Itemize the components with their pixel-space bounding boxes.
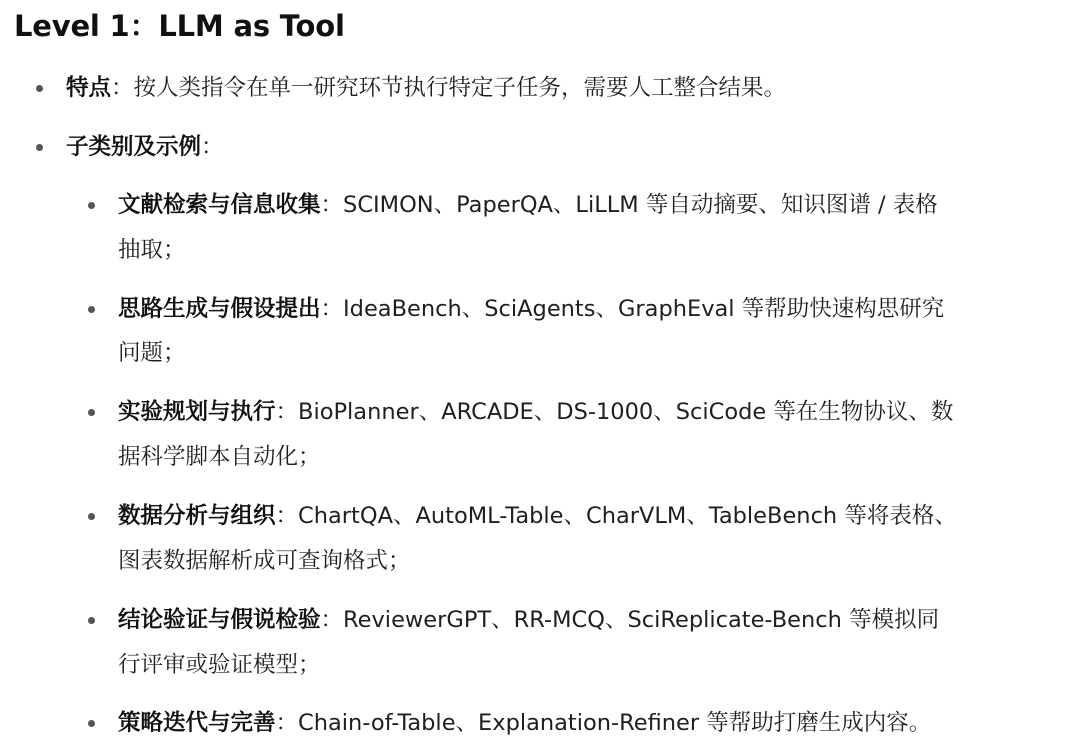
feature-separator: ： — [111, 75, 134, 101]
subcategory-text-line1: ReviewerGPT、RR-MCQ、SciReplicate-Bench 等模拟同 — [343, 607, 940, 633]
subcategory-label: 思路生成与假设提出 — [118, 296, 321, 322]
subcategory-separator: ： — [275, 399, 299, 425]
subcategory-separator: ： — [275, 503, 299, 529]
subcategory-label: 文献检索与信息收集 — [118, 192, 321, 218]
feature-item — [66, 72, 786, 104]
subcategory-text-line1: Chain-of-Table、Explanation-Refiner 等帮助打磨生成内容。 — [298, 710, 932, 736]
bullet-icon — [88, 306, 95, 313]
subcategory-label: 策略迭代与完善 — [118, 710, 276, 736]
feature-label: 特点 — [66, 75, 112, 101]
subcategory-separator: ： — [320, 192, 344, 218]
subcategory-text-line1: BioPlanner、ARCADE、DS-1000、SciCode 等在生物协议、数 — [298, 399, 954, 425]
subcategory-text-line2: 据科学脚本自动化； — [118, 444, 321, 470]
subcategory-text-line1: ChartQA、AutoML-Table、CharVLM、TableBench 等将表格、 — [298, 503, 957, 529]
bullet-icon — [88, 617, 95, 624]
subcategory-text-line2: 图表数据解析成可查询格式； — [118, 548, 411, 574]
subcategory-item — [118, 707, 931, 739]
subcategory-text-line2: 抽取； — [118, 237, 186, 263]
section-heading: Level 1：LLM as Tool — [14, 9, 345, 43]
subcategory-text-line1: IdeaBench、SciAgents、GraphEval 等帮助快速构思研究 — [343, 296, 945, 322]
feature-text: 按人类指令在单一研究环节执行特定子任务，需要人工整合结果。 — [133, 75, 787, 101]
bullet-icon — [88, 720, 95, 727]
subcategory-text-line2: 问题； — [118, 340, 186, 366]
subcategories-label: 子类别及示例 — [66, 134, 202, 160]
subcategory-item — [118, 500, 957, 532]
bullet-icon — [36, 85, 43, 92]
subcategory-separator: ： — [320, 607, 344, 633]
subcategory-separator: ： — [275, 710, 299, 736]
subcategory-text-line2: 行评审或验证模型； — [118, 652, 321, 678]
subcategories-separator: ： — [201, 134, 224, 160]
subcategories-header — [66, 131, 224, 163]
subcategory-label: 实验规划与执行 — [118, 399, 276, 425]
subcategory-label: 结论验证与假说检验 — [118, 607, 321, 633]
subcategory-item — [118, 604, 939, 636]
subcategory-item — [118, 396, 953, 428]
bullet-icon — [88, 409, 95, 416]
bullet-icon — [88, 202, 95, 209]
subcategory-item — [118, 293, 944, 325]
subcategory-separator: ： — [320, 296, 344, 322]
bullet-icon — [36, 144, 43, 151]
subcategory-text-line1: SCIMON、PaperQA、LiLLM 等自动摘要、知识图谱 / 表格 — [343, 192, 938, 218]
subcategory-item — [118, 189, 938, 221]
bullet-icon — [88, 513, 95, 520]
subcategory-label: 数据分析与组织 — [118, 503, 276, 529]
